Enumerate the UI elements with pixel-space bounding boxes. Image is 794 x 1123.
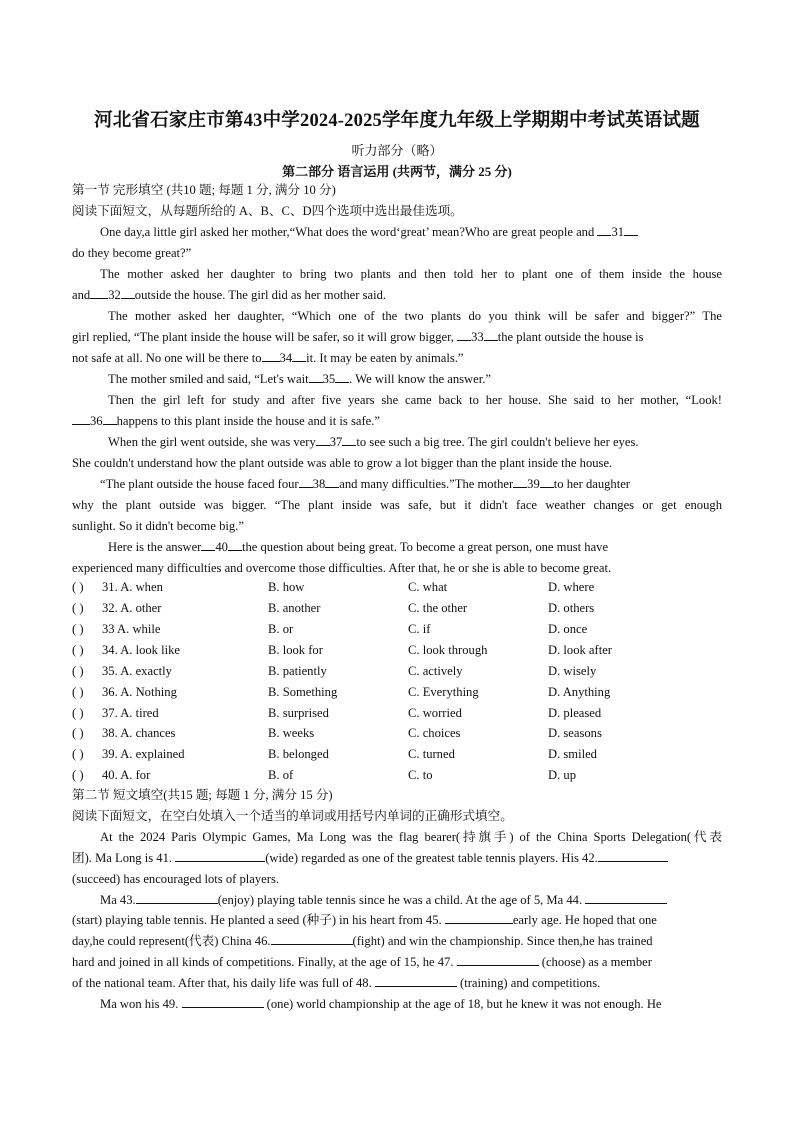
option-c: C. worried: [408, 706, 462, 720]
blank-39: 39: [527, 477, 540, 491]
option-c: C. to: [408, 768, 433, 782]
option-b: B. Something: [268, 685, 338, 699]
option-row: [72, 619, 732, 639]
passage-line: (succeed) has encouraged lots of players.: [72, 872, 280, 886]
blank-36: 36: [90, 414, 103, 428]
passage-line: why the plant outside was bigger. “The plant inside was safe, but it didn't face weather changes or get enough: [72, 498, 722, 512]
blank-49[interactable]: [182, 994, 264, 1008]
passage-line: girl replied, “The plant inside the house will be safer, so it will grow bigger, 33 the plant outside the house is: [72, 327, 722, 347]
blank-35: 35: [322, 372, 336, 386]
option-b: B. surprised: [268, 706, 329, 720]
option-row: [72, 744, 732, 764]
option-a: 37. A. tired: [102, 706, 159, 720]
option-a: 35. A. exactly: [102, 664, 172, 678]
option-b: B. how: [268, 580, 305, 594]
option-c: C. if: [408, 622, 431, 636]
option-c: C. actively: [408, 664, 463, 678]
answer-paren[interactable]: ( ): [72, 706, 84, 720]
answer-paren[interactable]: ( ): [72, 726, 84, 740]
option-d: D. once: [548, 622, 588, 636]
option-c: C. Everything: [408, 685, 479, 699]
option-a: 32. A. other: [102, 601, 162, 615]
answer-paren[interactable]: ( ): [72, 768, 84, 782]
passage-line: When the girl went outside, she was very 37 to see such a big tree. The girl couldn't believe her eyes.: [72, 432, 722, 452]
passage-line: hard and joined in all kinds of competitions. Finally, at the age of 15, he 47. (choose) as a member: [72, 952, 722, 972]
option-a: 39. A. explained: [102, 747, 185, 761]
blank-40: 40: [215, 540, 228, 554]
option-row: [72, 703, 732, 723]
option-d: D. pleased: [548, 706, 602, 720]
passage-line: do they become great?”: [72, 246, 192, 260]
option-a: 34. A. look like: [102, 643, 181, 657]
option-d: D. others: [548, 601, 595, 615]
blank-43[interactable]: [136, 890, 218, 904]
option-c: C. look through: [408, 643, 488, 657]
passage-line: Ma 43. (enjoy) playing table tennis since he was a child. At the age of 5, Ma 44.: [72, 890, 722, 910]
option-b: B. patiently: [268, 664, 327, 678]
cloze-heading: 第一节 完形填空 (共10 题; 每题 1 分, 满分 10 分): [72, 183, 336, 197]
option-d: D. up: [548, 768, 576, 782]
passage-line: At the 2024 Paris Olympic Games, Ma Long was the flag bearer(持旗手) of the China Sports Delegation(代表: [100, 830, 722, 844]
passage-line: One day,a little girl asked her mother,“What does the word‘great’ mean?Who are great people and 31: [72, 222, 722, 242]
passage-line: 36 happens to this plant inside the house and it is safe.”: [72, 411, 722, 431]
option-b: B. look for: [268, 643, 323, 657]
blank-31: 31: [611, 225, 625, 239]
option-a: 40. A. for: [102, 768, 151, 782]
answer-paren[interactable]: ( ): [72, 664, 84, 678]
option-b: B. or: [268, 622, 294, 636]
passage-line: sunlight. So it didn't become big.”: [72, 519, 244, 533]
passage-line: and 32 outside the house. The girl did as her mother said.: [72, 285, 722, 305]
option-d: D. smiled: [548, 747, 597, 761]
option-b: B. of: [268, 768, 294, 782]
option-b: B. another: [268, 601, 321, 615]
page-title: 河北省石家庄市第43中学2024-2025学年度九年级上学期期中考试英语试题: [94, 111, 700, 131]
option-a: 33 A. while: [102, 622, 161, 636]
fill-instruction: 阅读下面短文，在空白处填入一个适当的单词或用括号内单词的正确形式填空。: [72, 809, 513, 823]
passage-line: She couldn't understand how the plant outside was able to grow a lot bigger than the plant inside the house.: [72, 456, 613, 470]
answer-paren[interactable]: ( ): [72, 601, 84, 615]
blank-42[interactable]: [598, 848, 668, 862]
option-row: [72, 640, 732, 660]
option-d: D. seasons: [548, 726, 602, 740]
option-c: C. what: [408, 580, 448, 594]
option-c: C. the other: [408, 601, 468, 615]
passage-line: (start) playing table tennis. He planted a seed (种子) in his heart from 45. early age. He hoped that one: [72, 910, 722, 930]
option-d: D. Anything: [548, 685, 611, 699]
option-row: [72, 682, 732, 702]
cloze-instruction: 阅读下面短文，从每题所给的 A、B、C、D四个选项中选出最佳选项。: [72, 204, 463, 218]
option-row: [72, 661, 732, 681]
answer-paren[interactable]: ( ): [72, 747, 84, 761]
passage-line: day,he could represent(代表) China 46. (fight) and win the championship. Since then,he has trained: [72, 931, 722, 951]
blank-41[interactable]: [175, 848, 265, 862]
passage-line: Here is the answer 40 the question about being great. To become a great person, one must have: [72, 537, 722, 557]
passage-line: of the national team. After that, his daily life was full of 48. (training) and competitions.: [72, 973, 722, 993]
option-b: B. weeks: [268, 726, 315, 740]
option-d: D. wisely: [548, 664, 597, 678]
blank-38: 38: [312, 477, 326, 491]
answer-paren[interactable]: ( ): [72, 643, 84, 657]
answer-paren[interactable]: ( ): [72, 580, 84, 594]
passage-line: experienced many difficulties and overcome those difficulties. After that, he or she is able to become great.: [72, 561, 612, 575]
passage-line: “The plant outside the house faced four 38 and many difficulties.”The mother 39 to her daughter: [72, 474, 722, 494]
option-c: C. choices: [408, 726, 461, 740]
option-row: [72, 765, 732, 785]
option-row: [72, 723, 732, 743]
answer-paren[interactable]: ( ): [72, 685, 84, 699]
part-two-heading: 第二部分 语言运用 (共两节，满分 25 分): [282, 164, 512, 179]
blank-47[interactable]: [457, 952, 539, 966]
option-row: [72, 598, 732, 618]
blank-44[interactable]: [585, 890, 667, 904]
option-a: 31. A. when: [102, 580, 163, 594]
passage-line: not safe at all. No one will be there to 34 it. It may be eaten by animals.”: [72, 348, 722, 368]
passage-line: The mother smiled and said, “Let's wait 35 . We will know the answer.”: [72, 369, 722, 389]
option-c: C. turned: [408, 747, 455, 761]
blank-37: 37: [329, 435, 343, 449]
fill-heading: 第二节 短文填空(共15 题; 每题 1 分, 满分 15 分): [72, 788, 333, 802]
passage-line: The mother asked her daughter to bring two plants and then told her to plant one of them inside the house: [100, 267, 722, 281]
blank-34: 34: [279, 351, 293, 365]
passage-line: 团). Ma Long is 41. (wide) regarded as one of the greatest table tennis players. His 42.: [72, 848, 722, 868]
blank-48[interactable]: [375, 973, 457, 987]
passage-line: The mother asked her daughter, “Which one of the two plants do you think will be safer and bigger?” The: [108, 309, 722, 323]
answer-paren[interactable]: ( ): [72, 622, 84, 636]
blank-46[interactable]: [271, 931, 353, 945]
passage-line: Ma won his 49. (one) world championship at the age of 18, but he knew it was not enough. He: [72, 994, 722, 1014]
option-d: D. look after: [548, 643, 612, 657]
passage-line: Then the girl left for study and after five years she came back to her house. She said to her mother, “Look!: [108, 393, 722, 407]
blank-45[interactable]: [445, 910, 513, 924]
listening-note: 听力部分（略）: [351, 143, 443, 158]
blank-33: 33: [471, 330, 484, 344]
option-a: 38. A. chances: [102, 726, 176, 740]
option-b: B. belonged: [268, 747, 329, 761]
option-row: [72, 577, 732, 597]
option-a: 36. A. Nothing: [102, 685, 177, 699]
blank-32: 32: [108, 288, 121, 302]
option-d: D. where: [548, 580, 595, 594]
